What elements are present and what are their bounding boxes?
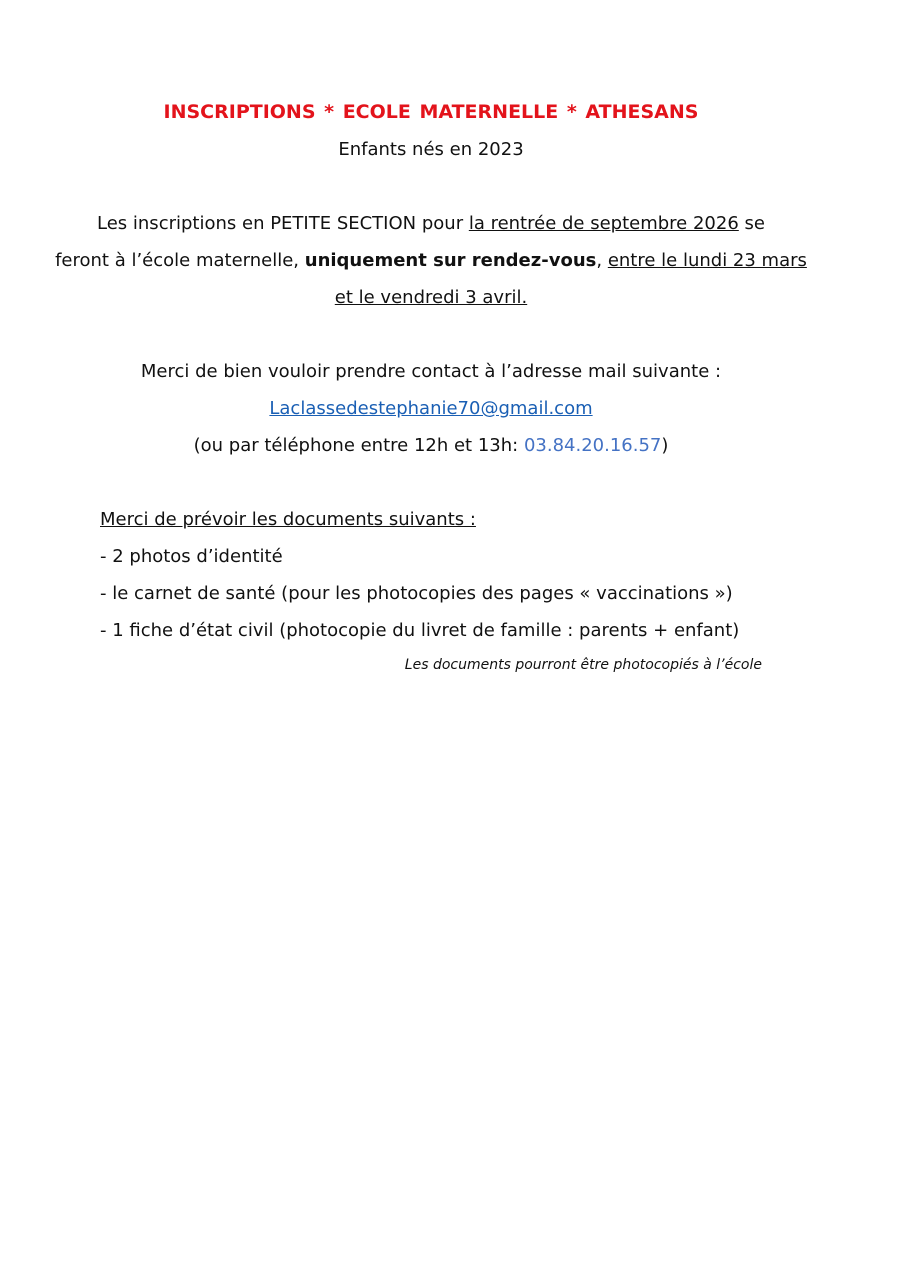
date-range-start: entre le lundi 23 mars xyxy=(607,250,807,271)
intro-line-3 xyxy=(0,289,862,307)
phone-suffix: ) xyxy=(661,435,669,456)
email-line xyxy=(0,400,862,418)
appointment-only: uniquement sur rendez-vous xyxy=(304,250,597,271)
documents-heading: Merci de prévoir les documents suivants : xyxy=(100,509,476,530)
intro-line-1-end: se xyxy=(738,213,765,234)
intro-line-1 xyxy=(0,215,862,233)
page-subtitle: Enfants nés en 2023 xyxy=(338,139,524,160)
page-title: INSCRIPTIONS * ECOLE MATERNELLE * ATHESANS xyxy=(163,101,699,123)
documents-note: Les documents pourront être photocopiés à l’école xyxy=(404,657,762,673)
intro-line-1-text: Les inscriptions en PETITE SECTION pour xyxy=(97,213,469,234)
document-item: - 2 photos d’identité xyxy=(100,546,283,567)
date-range-end: et le vendredi 3 avril. xyxy=(334,287,528,308)
intro-line-2-text: feront à l’école maternelle, xyxy=(55,250,305,271)
phone-line xyxy=(0,437,862,455)
phone-number: 03.84.20.16.57 xyxy=(523,435,662,456)
intro-line-2-sep: , xyxy=(596,250,608,271)
document-item: - le carnet de santé (pour les photocopies des pages « vaccinations ») xyxy=(100,583,733,604)
intro-line-2 xyxy=(0,252,862,270)
document-item: - 1 fiche d’état civil (photocopie du livret de famille : parents + enfant) xyxy=(100,620,740,641)
email-link[interactable]: Laclassedestephanie70@gmail.com xyxy=(269,398,593,419)
phone-prefix: (ou par téléphone entre 12h et 13h: xyxy=(193,435,524,456)
rentree-date: la rentrée de septembre 2026 xyxy=(468,213,739,234)
contact-prompt: Merci de bien vouloir prendre contact à l’adresse mail suivante : xyxy=(140,361,722,382)
